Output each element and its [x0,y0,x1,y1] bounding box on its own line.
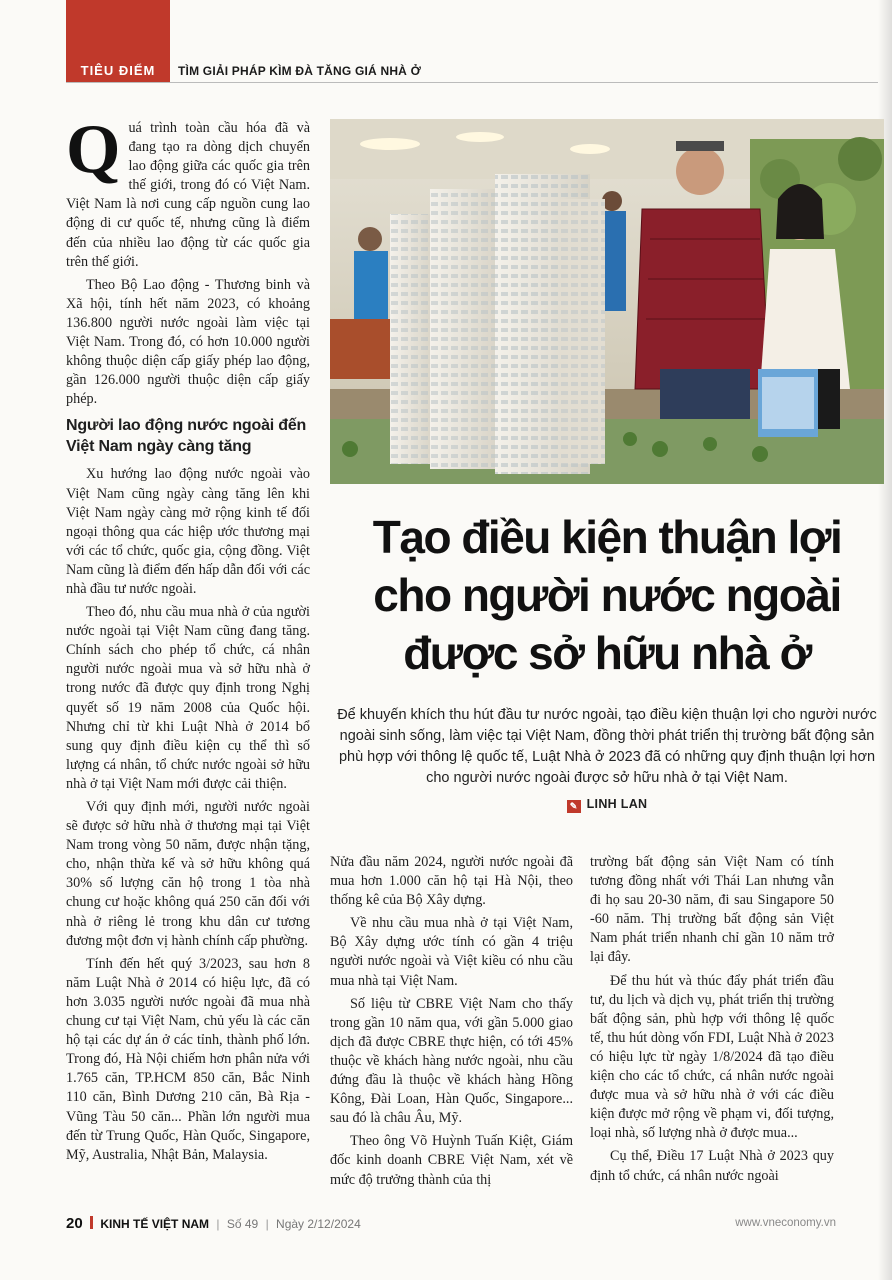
footer-separator: | [216,1217,220,1231]
photo-illustration [330,119,884,484]
paragraph: Để thu hút và thúc đẩy phát triển đầu tư, du lịch và dịch vụ, phát triển thị trường bất động sản, phù hợp với thông lệ quốc tế, thu hút dòng vốn FDI, Luật Nhà ở 2023 có hiệu lực từ ngày 1/8/2024 đã tạo điều kiện cho các tổ chức, cá nhân nước ngoài được mua và sở hữu nhà ở với các điều kiện được mở rộng về phạm vi, đối tượng, loại nhà, số lượng nhà ở được mua... [590,972,834,1142]
page-number: 20 [66,1215,83,1232]
article-column-1 [66,111,310,1169]
paragraph: Với quy định mới, người nước ngoài sẽ được sở hữu nhà ở thương mại tại Việt Nam trong vòng 50 năm, được nhận tặng, cho, nhận thừa kế và sở hữu không quá 30% số lượng căn hộ trong 1 tòa nhà chung cư hoặc không quá 250 căn đối với nhà ở riêng lẻ trong khu dân cư tương đương một đơn vị hành chính cấp phường. [66,799,310,949]
paragraph: Nửa đầu năm 2024, người nước ngoài đã mua hơn 1.000 căn hộ tại Hà Nội, theo thống kê của Bộ Xây dựng. [330,854,573,909]
paragraph: Theo ông Võ Huỳnh Tuấn Kiệt, Giám đốc kinh doanh CBRE Việt Nam, xét về mức độ trưởng thành của thị [330,1133,573,1188]
paragraph: Theo Bộ Lao động - Thương binh và Xã hội, tính hết năm 2023, có khoảng 136.800 người nước ngoài làm việc tại Việt Nam. Trong đó, có hơn 10.000 người không thuộc diện cấp giấy phép lao động, gần 126.000 người thuộc diện cấp giấy phép. [66,276,310,408]
article-column-3 [590,853,834,1190]
header-divider [66,82,878,83]
paragraph: Số liệu từ CBRE Việt Nam cho thấy trong gần 10 năm qua, với gần 5.000 giao dịch đã được CBRE thực hiện, có tới 45% thuộc về khách hàng nước ngoài, nhu cầu đứng đầu là thuộc về khách hàng Hồng Kông, Đài Loan, Hàn Quốc, Singapore... sau đó là châu Âu, Mỹ. [330,995,573,1127]
magazine-name: KINH TẾ VIỆT NAM [100,1217,210,1231]
paragraph: trường bất động sản Việt Nam có tính tương đồng nhất với Thái Lan nhưng vẫn đi họ sau 20-30 năm, đi sau Singapore 50 -60 năm. Thị trường bất động sản Việt Nam phát triển nhanh chỉ gần 10 năm trở lại đây. [590,854,834,966]
paragraph: Tính đến hết quý 3/2023, sau hơn 8 năm Luật Nhà ở 2014 có hiệu lực, đã có hơn 3.035 người nước ngoài đã mua nhà chung cư tại Việt Nam, chủ yếu là các căn hộ tại các dự án ở các tỉnh, thành phố lớn. Trong đó, Hà Nội chiếm hơn phân nửa với 1.765 căn, TP.HCM 850 căn, Bắc Ninh 110 căn, Bình Dương 210 căn, Bà Rịa - Vũng Tàu 50 căn... Phần lớn người mua đến từ Trung Quốc, Hàn Quốc, Singapore, Mỹ, Australia, Nhật Bản, Malaysia. [66,955,310,1163]
paragraph: Theo đó, nhu cầu mua nhà ở của người nước ngoài tại Việt Nam cũng đang tăng. Chính sách cho phép tổ chức, cá nhân người nước ngoài mua và sở hữu nhà ở trong nước đã được quy định trong Nghị quyết số 19 năm 2008 của Quốc hội. Nhưng chỉ từ khi Luật Nhà ở 2014 bổ sung quy định điều kiện cụ thể thì số lượng cá nhân, tổ chức nước ngoài sở hữu nhà ở tại Việt Nam mới được cải thiện. [66,604,310,792]
paragraph: Xu hướng lao động nước ngoài vào Việt Nam cũng ngày càng tăng lên khi Việt Nam ngày càng mở rộng kinh tế đối ngoại thông qua các hiệp ước thương mại với các tổ chức, quốc gia, cộng đồng. Việt Nam cũng là điểm đến hấp dẫn đối với các nhà đầu tư nước ngoài. [66,466,310,597]
section-title: TÌM GIẢI PHÁP KÌM ĐÀ TĂNG GIÁ NHÀ Ở [178,64,422,78]
paragraph-text: uá trình toàn cầu hóa đã và đang tạo ra dòng dịch chuyển lao động giữa các quốc gia trên thế giới, trong đó có Việt Nam. Việt Nam là nơi cung cấp nguồn cung lao động di cư quốc tế, nhưng cũng là điểm đến của nhiều lao động từ các quốc gia trên thế giới. [66,120,310,270]
pen-icon: ✎ [567,800,581,813]
section-tag: TIÊU ĐIỂM [80,63,156,78]
page-footer [66,1215,836,1235]
website-url[interactable]: www.vneconomy.vn [735,1217,836,1229]
dropcap: Q [66,111,121,188]
footer-accent-bar [90,1216,93,1229]
issue-date: Ngày 2/12/2024 [276,1217,361,1231]
subheading: Người lao động nước ngoài đến Việt Nam ngày càng tăng [66,417,307,456]
paragraph: Cụ thể, Điều 17 Luật Nhà ở 2023 quy định tổ chức, cá nhân nước ngoài [590,1148,834,1184]
issue-number: Số 49 [226,1217,259,1231]
byline [330,797,884,813]
headline-line: cho người nước ngoài [373,569,841,621]
paragraph [66,111,310,272]
headline-line: được sở hữu nhà ở [403,627,811,679]
author-name: LINH LAN [586,797,648,811]
article-sapo: Để khuyến khích thu hút đầu tư nước ngoài, tạo điều kiện thuận lợi cho người nước ngoài sinh sống, làm việc tại Việt Nam, đồng thời phát triển thị trường bất động sản phù hợp với thông lệ quốc tế, Luật Nhà ở 2023 đã có những quy định thuận lợi hơn cho người nước ngoài được sở hữu nhà ở tại Việt Nam. [337,707,877,786]
article-column-2 [330,853,573,1194]
paragraph: Về nhu cầu mua nhà ở tại Việt Nam, Bộ Xây dựng ước tính có gần 4 triệu người nước ngoài và Việt kiều có nhu cầu mua nhà tại Việt Nam. [330,915,573,989]
article-headline [330,508,884,682]
headline-line: Tạo điều kiện thuận lợi [372,511,842,563]
article-photo [330,119,884,484]
footer-separator: | [265,1217,269,1231]
